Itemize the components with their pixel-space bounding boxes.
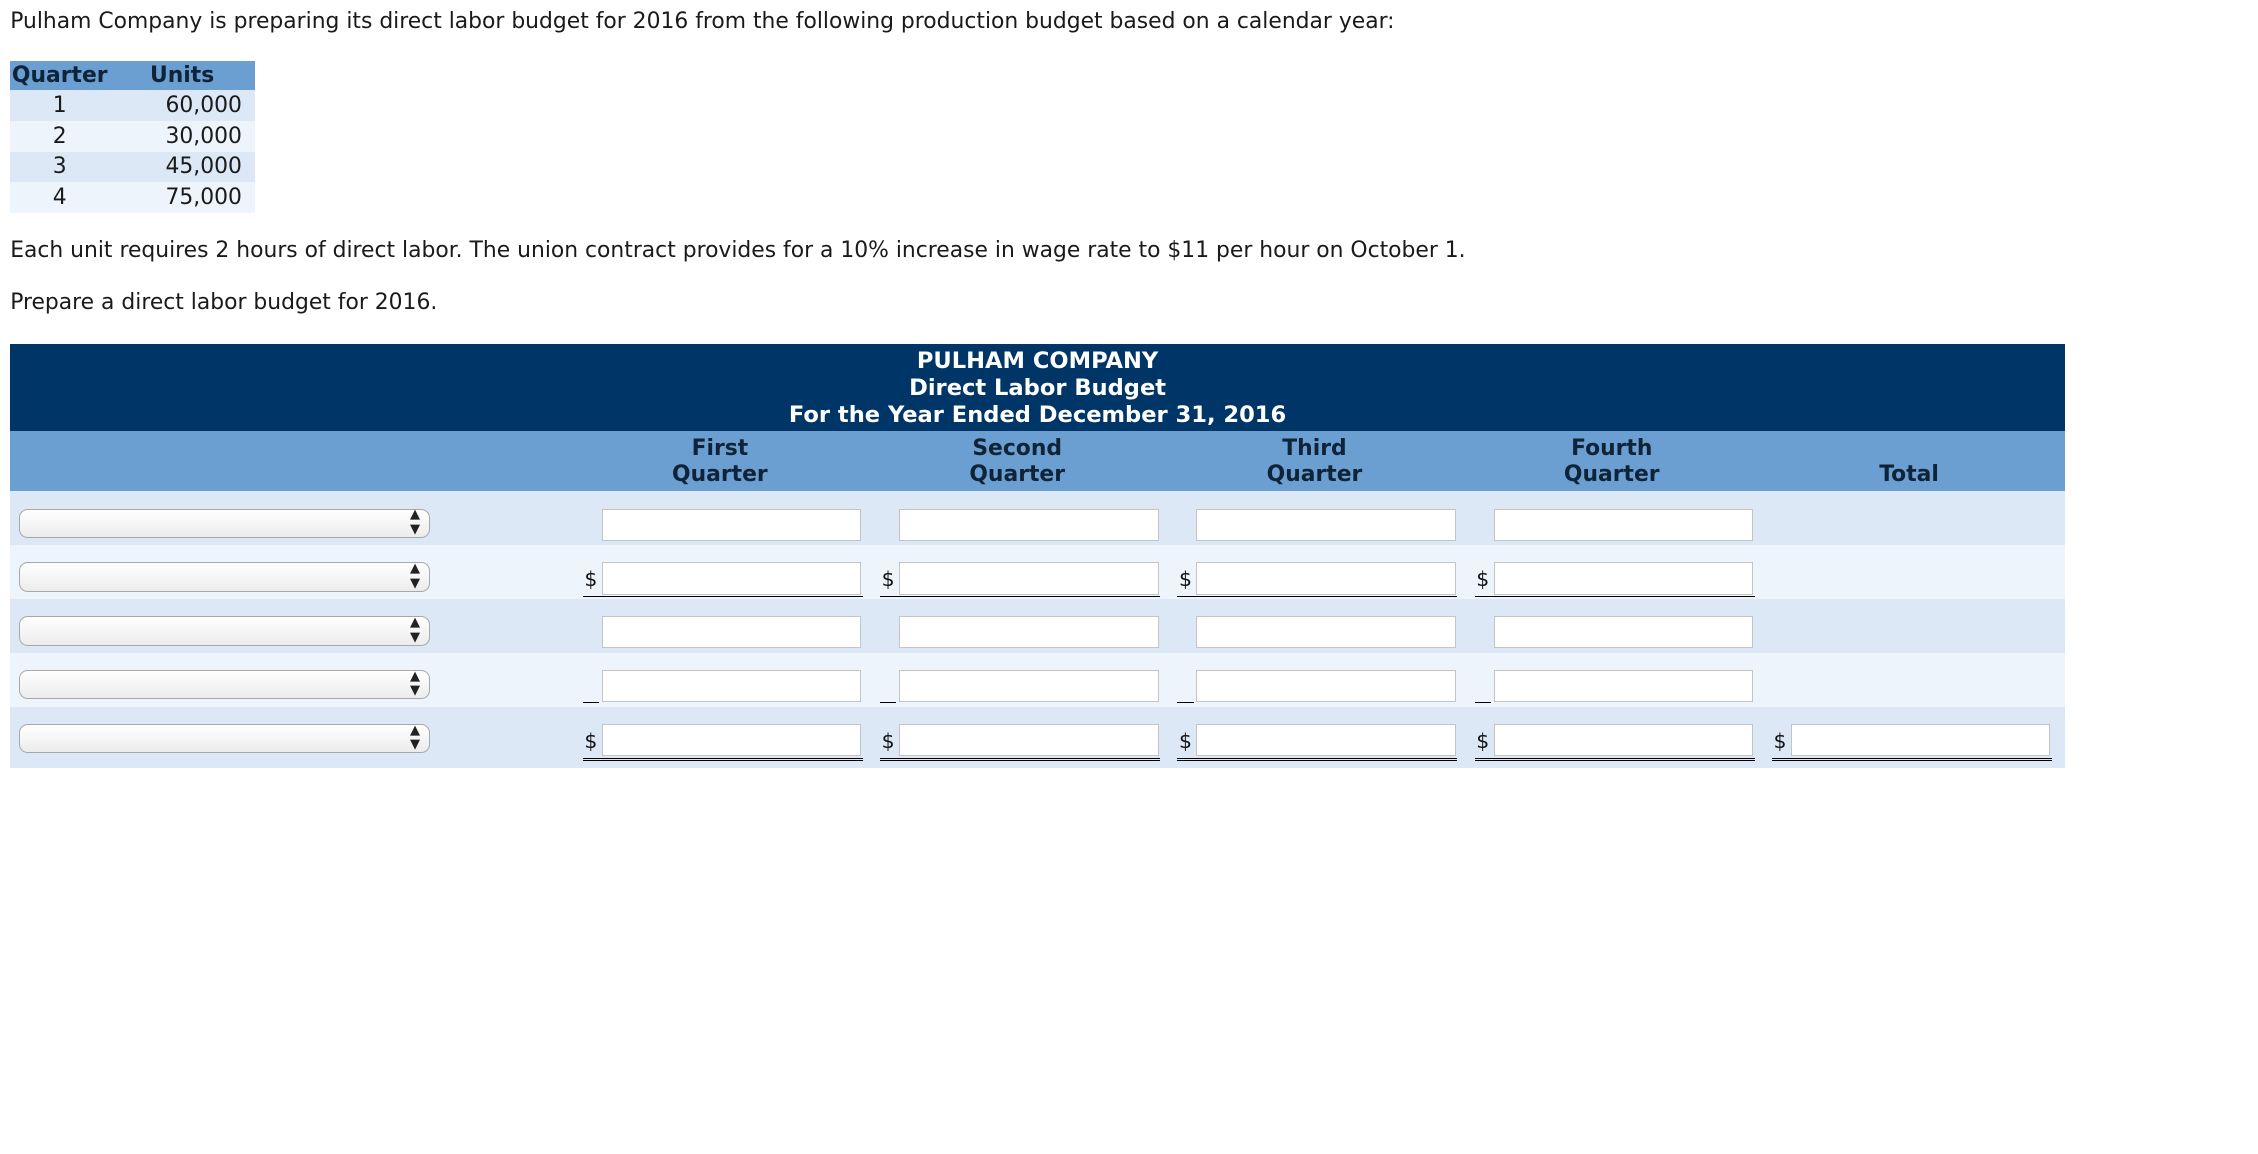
dollar-sign: $	[1178, 566, 1192, 591]
units-cell: 30,000	[109, 121, 255, 152]
requirement-text: Each unit requires 2 hours of direct labor. The union contract provides for a 10% increase in wage rate to $11 per hour on October 1.	[10, 237, 1466, 263]
dollar-sign: $	[1178, 728, 1192, 753]
units-cell: 60,000	[109, 90, 255, 121]
instruction-text: Prepare a direct labor budget for 2016.	[10, 290, 438, 315]
production-row	[10, 90, 255, 121]
budget-row	[10, 653, 2065, 707]
budget-row-total	[10, 707, 2065, 768]
budget-title: Direct Labor Budget	[909, 375, 1167, 402]
quarter-cell: 1	[10, 90, 109, 121]
row-label-dropdown[interactable]	[19, 670, 430, 699]
dollar-sign: $	[1773, 728, 1787, 753]
row-label-dropdown[interactable]	[19, 724, 430, 753]
dollar-sign: $	[1476, 566, 1490, 591]
budget-row	[10, 599, 2065, 653]
quarter-cell: 3	[10, 152, 109, 183]
third-quarter-input[interactable]	[1196, 616, 1455, 648]
quarter-header: Quarter	[10, 61, 109, 90]
units-header: Units	[109, 61, 255, 90]
production-table-header	[10, 61, 255, 90]
up-down-arrows-icon: ▲ ▼	[410, 722, 421, 753]
underline	[1177, 702, 1193, 703]
total-input[interactable]	[1791, 724, 2050, 756]
column-header-line: First	[691, 435, 749, 461]
up-down-arrows-icon: ▲ ▼	[410, 668, 421, 699]
production-row	[10, 121, 255, 152]
double-underline	[1475, 758, 1755, 761]
underline	[583, 596, 863, 597]
production-row	[10, 152, 255, 183]
dollar-sign: $	[1476, 728, 1490, 753]
third-quarter-input[interactable]	[1196, 724, 1455, 756]
up-down-arrows-icon: ▲ ▼	[410, 614, 421, 645]
double-underline	[1177, 758, 1457, 761]
second-quarter-input[interactable]	[899, 724, 1158, 756]
dollar-sign: $	[881, 566, 895, 591]
second-quarter-input[interactable]	[899, 509, 1158, 541]
second-quarter-input[interactable]	[899, 670, 1158, 702]
first-quarter-input[interactable]	[602, 724, 861, 756]
row-label-dropdown[interactable]	[19, 509, 430, 538]
dollar-sign: $	[584, 566, 598, 591]
underline	[1177, 596, 1457, 597]
column-header-first-quarter	[590, 436, 849, 488]
column-header-line: Quarter	[969, 461, 1065, 487]
first-quarter-input[interactable]	[602, 616, 861, 648]
column-header-line: Quarter	[672, 461, 768, 487]
column-header-fourth-quarter	[1482, 436, 1741, 488]
first-quarter-input[interactable]	[602, 509, 861, 541]
fourth-quarter-input[interactable]	[1494, 724, 1753, 756]
quarter-cell: 2	[10, 121, 109, 152]
up-down-arrows-icon: ▲ ▼	[410, 507, 421, 537]
column-header-line: Fourth	[1571, 435, 1653, 461]
first-quarter-input[interactable]	[602, 670, 861, 702]
underline	[880, 702, 896, 703]
underline	[583, 702, 599, 703]
underline	[1475, 702, 1491, 703]
production-budget-table	[10, 61, 255, 213]
production-row	[10, 182, 255, 213]
row-label-dropdown[interactable]	[19, 562, 430, 591]
budget-row	[10, 545, 2065, 599]
column-header-second-quarter	[887, 436, 1146, 488]
column-header-line: Third	[1282, 435, 1347, 461]
up-down-arrows-icon: ▲ ▼	[410, 561, 421, 591]
column-header-line: Quarter	[1266, 461, 1363, 487]
dollar-sign: $	[881, 728, 895, 753]
column-header-third-quarter	[1185, 436, 1444, 488]
direct-labor-budget	[10, 344, 2065, 768]
row-label-dropdown[interactable]	[19, 616, 430, 645]
underline	[1475, 596, 1755, 597]
third-quarter-input[interactable]	[1196, 670, 1455, 702]
budget-row	[10, 491, 2065, 545]
fourth-quarter-input[interactable]	[1494, 616, 1753, 648]
double-underline	[1772, 758, 2052, 761]
budget-header	[10, 344, 2065, 431]
column-headers	[10, 431, 2065, 491]
units-cell: 45,000	[109, 152, 255, 183]
first-quarter-input[interactable]	[602, 562, 861, 594]
second-quarter-input[interactable]	[899, 562, 1158, 594]
underline	[880, 596, 1160, 597]
column-header-line: Second	[972, 435, 1063, 461]
third-quarter-input[interactable]	[1196, 509, 1455, 541]
third-quarter-input[interactable]	[1196, 562, 1455, 594]
company-name: PULHAM COMPANY	[916, 348, 1159, 375]
double-underline	[583, 758, 863, 761]
column-header-total: Total	[1879, 461, 1939, 487]
fourth-quarter-input[interactable]	[1494, 509, 1753, 541]
fourth-quarter-input[interactable]	[1494, 670, 1753, 702]
second-quarter-input[interactable]	[899, 616, 1158, 648]
intro-text: Pulham Company is preparing its direct labor budget for 2016 from the following production budget based on a calendar year:	[10, 8, 1395, 34]
budget-period: For the Year Ended December 31, 2016	[788, 402, 1287, 429]
units-cell: 75,000	[109, 182, 255, 213]
fourth-quarter-input[interactable]	[1494, 562, 1753, 594]
dollar-sign: $	[584, 728, 598, 753]
column-header-line: Quarter	[1563, 461, 1660, 487]
double-underline	[880, 758, 1160, 761]
quarter-cell: 4	[10, 182, 109, 213]
